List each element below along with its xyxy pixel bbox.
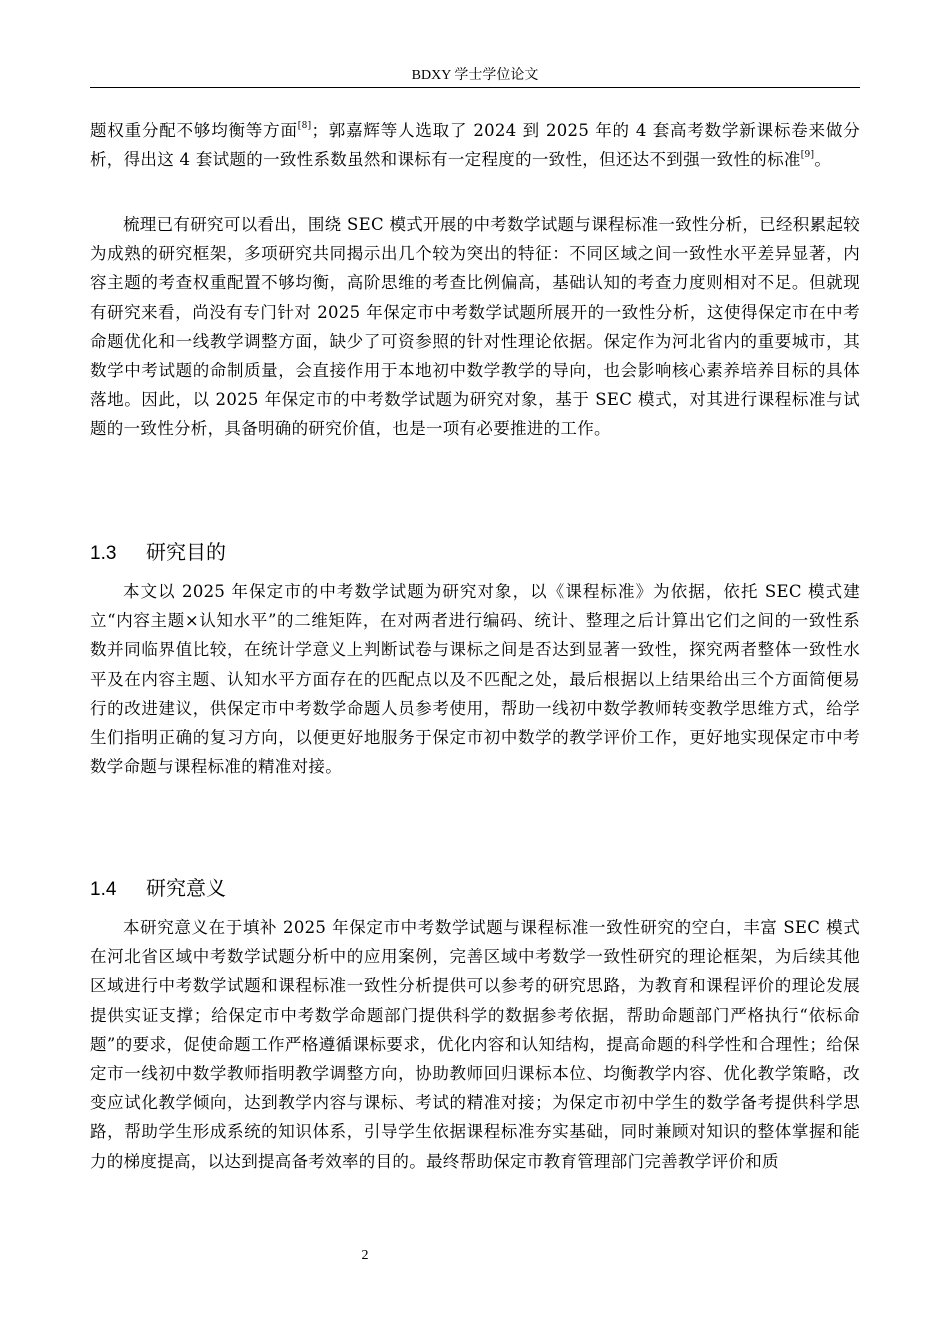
section-number: 1.3	[90, 543, 117, 564]
continuation-text-b: ；郭嘉辉等人选取了 2024 到 2025 年的 4 套高考数学新课标卷来做分析，得出这 4 套试题的一致性系数虽然和课标有一定程度的一致性，但还达不到强一致性的标准	[90, 121, 860, 170]
page-number: 2	[361, 1248, 369, 1263]
section-heading-1-4	[90, 874, 860, 904]
significance-block	[90, 913, 860, 1176]
section-number: 1.4	[90, 879, 117, 900]
section-heading-1-3	[90, 538, 860, 568]
continuation-text-a: 题权重分配不够均衡等方面	[90, 121, 298, 140]
continuation-block	[90, 116, 860, 174]
running-header: BDXY 学士学位论文	[411, 68, 539, 83]
header-rule	[90, 87, 860, 88]
significance-paragraph: 本研究意义在于填补 2025 年保定市中考数学试题与课程标准一致性研究的空白，丰富 SEC 模式在河北省区域中考数学试题分析中的应用案例，完善区域中考数学一致性研究的理论框架，为后续其他区域进行中考数学试题和课程标准一致性分析提供可以参考的研究思路，为教育和课程评价的理论发展提供实证支撑；给保定市中考数学命题部门提供科学的数据参考依据，帮助命题部门严格执行“依标命题”的要求，促使命题工作严格遵循课标要求，优化内容和认知结构，提高命题的科学性和合理性；给保定市一线初中数学教师指明教学调整方向，协助教师回归课标本位、均衡教学内容、优化教学策略，改变应试化教学倾向，达到教学内容与课标、考试的精准对接；为保定市初中学生的数学备考提供科学思路，帮助学生形成系统的知识体系，引导学生依据课程标准夯实基础，同时兼顾对知识的整体掌握和能力的梯度提高，以达到提高备考效率的目的。最终帮助保定市教育管理部门完善教学评价和质	[90, 918, 860, 1171]
citation-8: [8]	[297, 121, 312, 131]
continuation-paragraph	[90, 116, 860, 174]
purpose-paragraph: 本文以 2025 年保定市的中考数学试题为研究对象，以《课程标准》为依据，依托 SEC 模式建立“内容主题×认知水平”的二维矩阵，在对两者进行编码、统计、整理之后计算出它们之间的一致性系数并同临界值比较，在统计学意义上判断试卷与课标之间是否达到显著一致性，探究两者整体一致性水平及在内容主题、认知水平方面存在的匹配点以及不匹配之处，最后根据以上结果给出三个方面简便易行的改进建议，供保定市中考数学命题人员参考使用，帮助一线初中数学教师转变教学思维方式，给学生们指明正确的复习方向，以便更好地服务于保定市初中数学的教学评价工作，更好地实现保定市中考数学命题与课程标准的精准对接。	[90, 582, 860, 777]
continuation-text-c: 。	[814, 150, 832, 170]
section-title: 研究目的	[146, 540, 226, 564]
summary-paragraph: 梳理已有研究可以看出，围绕 SEC 模式开展的中考数学试题与课程标准一致性分析，已经积累起较为成熟的研究框架，多项研究共同揭示出几个较为突出的特征：不同区域之间一致性水平差异显著，内容主题的考查权重配置不够均衡，高阶思维的考查比例偏高，基础认知的考查力度则相对不足。但就现有研究来看，尚没有专门针对 2025 年保定市中考数学试题所展开的一致性分析，这使得保定市在中考命题优化和一线教学调整方面，缺少了可资参照的针对性理论依据。保定作为河北省内的重要城市，其数学中考试题的命制质量，会直接作用于本地初中数学教学的导向，也会影响核心素养培养目标的具体落地。因此，以 2025 年保定市的中考数学试题为研究对象，基于 SEC 模式，对其进行课程标准与试题的一致性分析，具备明确的研究价值，也是一项有必要推进的工作。	[90, 215, 860, 439]
summary-block	[90, 210, 860, 444]
citation-9: [9]	[800, 150, 815, 161]
section-title: 研究意义	[146, 876, 226, 900]
purpose-block	[90, 577, 860, 781]
